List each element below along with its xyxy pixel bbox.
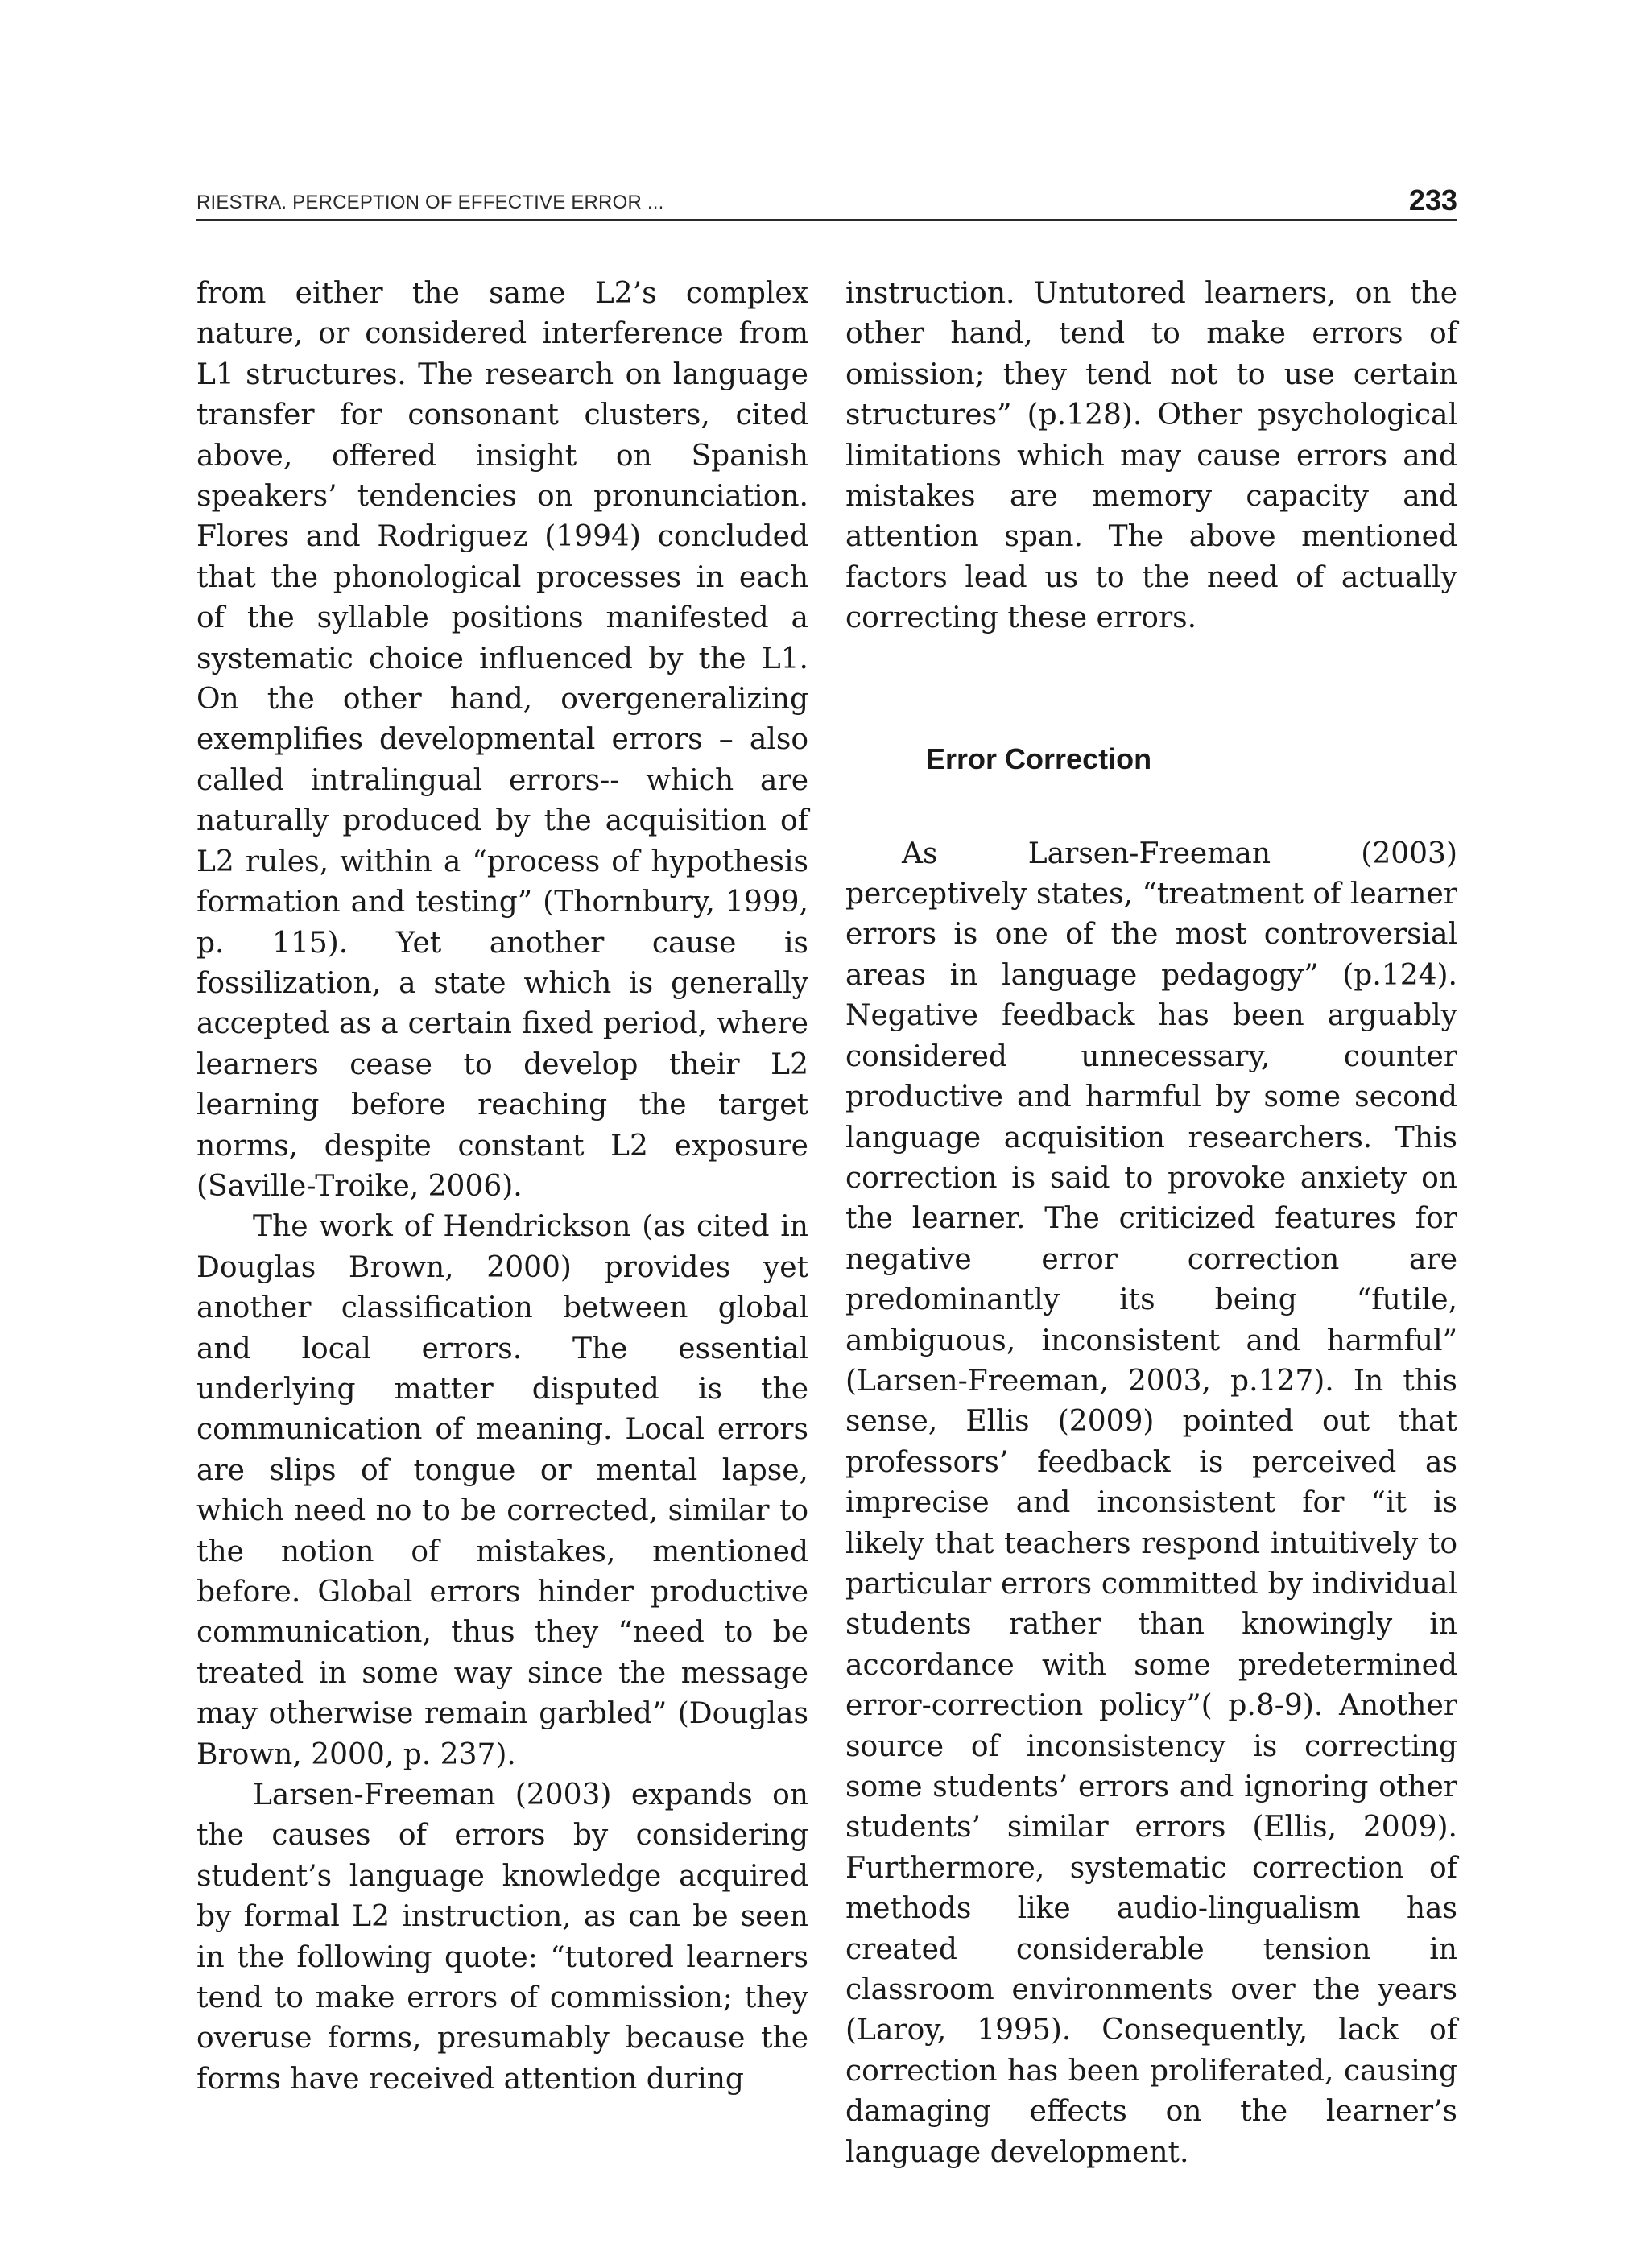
page-number: 233	[1408, 184, 1457, 217]
body-paragraph: instruction. Untutored learners, on the other hand, tend to make errors of omission; they tend not to use certain structures” (p.128). Other psychological limitations which may cause errors and mistakes are memory capacity and attention span. The above mentioned factors lead us to the need of actually correcting these errors.	[845, 277, 1457, 635]
body-paragraph: Larsen-Freeman (2003) expands on the causes of errors by considering student’s language knowledge acquired by formal L2 instruction, as can be seen in the following quote: “tutored learners tend to make errors of commission; they overuse forms, presumably because the forms have received attention during	[196, 1778, 808, 2096]
body-paragraph: The work of Hendrickson (as cited in Douglas Brown, 2000) provides yet another classification between global and local errors. The essential underlying matter disputed is the communication of meaning. Local errors are slips of tongue or mental lapse, which need no to be corrected, similar to the notion of mistakes, mentioned before. Global errors hinder productive communication, thus they “need to be treated in some way since the message may otherwise remain garbled” (Douglas Brown, 2000, p. 237).	[196, 1210, 808, 1771]
section-heading: Error Correction	[926, 742, 1152, 775]
body-paragraph: As Larsen-Freeman (2003) perceptively states, “treatment of learner errors is one of the most controversial areas in language pedagogy” (p.124). Negative feedback has been arguably considered unnecessary, counter productive and harmful by some second language acquisition researchers. This correction is said to provoke anxiety on the learner. The criticized features for negative error correction are predominantly its being “futile, ambiguous, inconsistent and harmful” (Larsen-Freeman, 2003, p.127). In this sense, Ellis (2009) pointed out that professors’ feedback is perceived as imprecise and inconsistent for “it is likely that teachers respond intuitively to particular errors committed by individual students rather than knowingly in accordance with some predetermined error-correction policy”( p.8-9). Another source of inconsistency is correcting some students’ errors and ignoring other students’ similar errors (Ellis, 2009). Furthermore, systematic correction of methods like audio-lingualism has created considerable tension in classroom environments over the years (Laroy, 1995). Consequently, lack of correction has been proliferated, causing damaging effects on the learner’s language development.	[845, 837, 1458, 2169]
right-column	[845, 274, 1457, 2173]
left-column	[196, 274, 808, 2100]
running-header	[196, 179, 1457, 221]
running-title: RIESTRA. PERCEPTION OF EFFECTIVE ERROR ...	[196, 192, 664, 213]
body-paragraph: from either the same L2’s complex nature, or considered interference from L1 structures. The research on language transfer for consonant clusters, cited above, offered insight on Spanish speakers’ tendencies on pronunciation. Flores and Rodriguez (1994) concluded that the phonological processes in each of the syllable positions manifested a systematic choice influenced by the L1. On the other hand, overgeneralizing exemplifies developmental errors – also called intralingual errors-- which are naturally produced by the acquisition of L2 rules, within a “process of hypothesis formation and testing” (Thornbury, 1999, p. 115). Yet another cause is fossilization, a state which is generally accepted as a certain fixed period, where learners cease to develop their L2 learning before reaching the target norms, despite constant L2 exposure (Saville-Troike, 2006).	[196, 277, 808, 1203]
